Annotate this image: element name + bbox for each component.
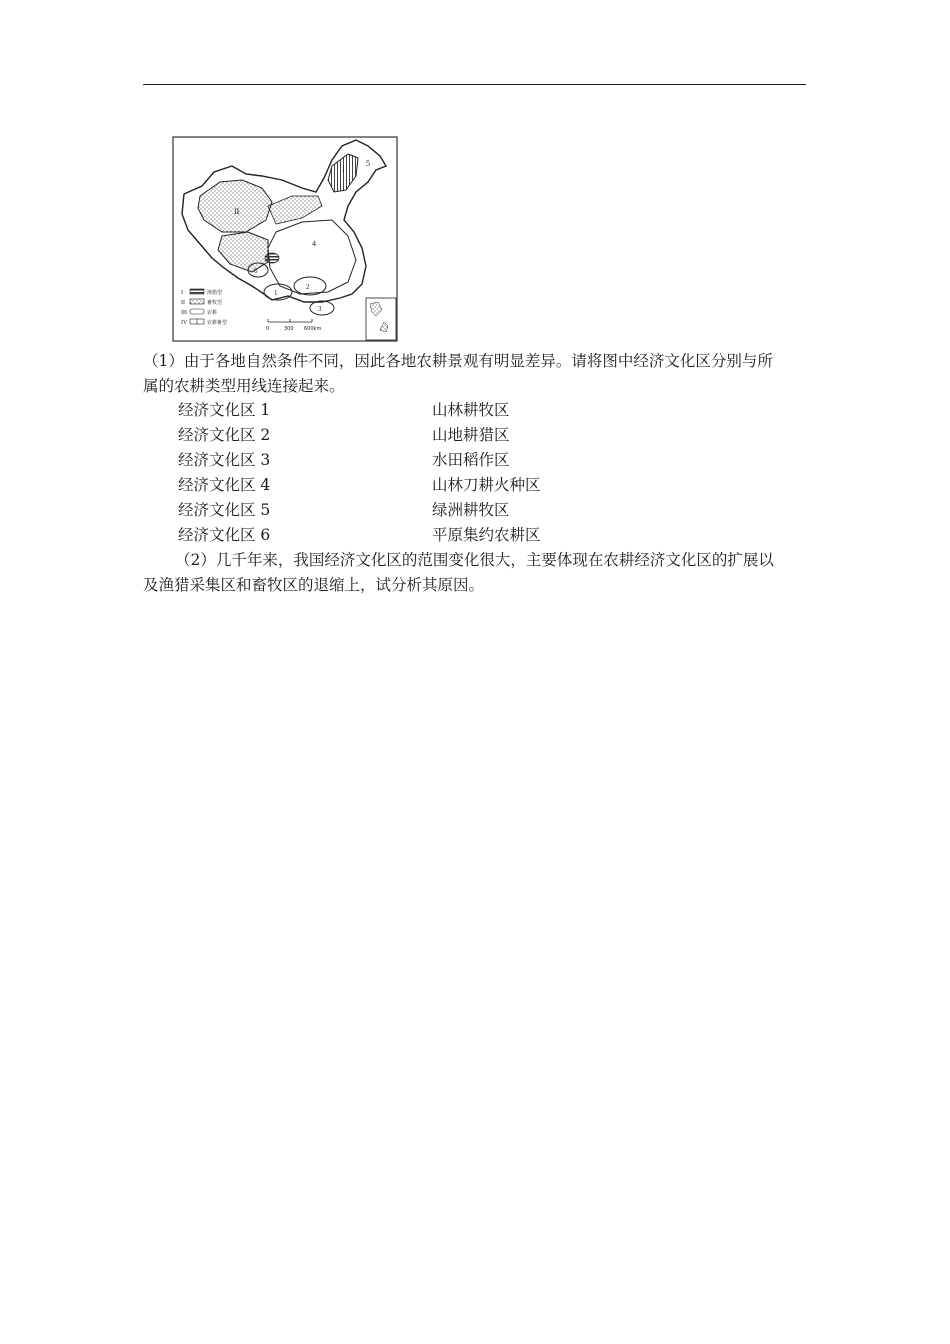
map-numeral-ii: II [234, 207, 240, 216]
china-economic-culture-map [172, 136, 400, 344]
svg-text:600km: 600km [304, 326, 322, 332]
farming-type-item: 平原集约农耕区 [432, 526, 541, 544]
regions-list [178, 398, 270, 548]
svg-text:农耕畜型: 农耕畜型 [207, 320, 228, 326]
svg-text:农耕: 农耕 [207, 310, 218, 316]
svg-text:300: 300 [284, 326, 294, 332]
map-numeral-3: 3 [318, 305, 322, 313]
question-1 [143, 349, 807, 399]
farming-type-item: 水田稻作区 [432, 451, 510, 469]
south-sea-inset [366, 298, 396, 340]
question-1-line-1: （1）由于各地自然条件不同，因此各地农耕景观有明显差异。请将图中经济文化区分别与所 [143, 352, 773, 370]
svg-text:I: I [181, 290, 183, 296]
farming-type-item: 山林耕牧区 [432, 401, 510, 419]
question-2-line-1: （2）几千年来，我国经济文化区的范围变化很大，主要体现在农耕经济文化区的扩展以 [175, 551, 774, 569]
map-numeral-6: 6 [254, 267, 258, 275]
map-numeral-4: 4 [312, 239, 316, 248]
svg-text:渔猎型: 渔猎型 [207, 290, 223, 296]
map-numeral-5: 5 [366, 159, 370, 168]
region-item: 经济文化区 1 [178, 401, 271, 419]
svg-text:II: II [181, 300, 185, 306]
svg-text:III: III [181, 310, 187, 316]
region-item: 经济文化区 2 [178, 426, 271, 444]
region-item: 经济文化区 6 [178, 526, 271, 544]
svg-text:畜牧型: 畜牧型 [207, 300, 223, 306]
farming-type-item: 绿洲耕牧区 [432, 501, 510, 519]
svg-text:IV: IV [181, 320, 188, 326]
region-item: 经济文化区 3 [178, 451, 271, 469]
map-numeral-2: 2 [306, 283, 310, 291]
farming-type-item: 山地耕猎区 [432, 426, 510, 444]
region-item: 经济文化区 4 [178, 476, 271, 494]
farming-type-item: 山林刀耕火种区 [432, 476, 541, 494]
question-2 [143, 548, 807, 598]
question-1-line-2: 属的农耕类型用线连接起来。 [143, 377, 345, 395]
map-numeral-1: 1 [274, 289, 278, 297]
question-2-line-2: 及渔猎采集区和畜牧区的退缩上，试分析其原因。 [143, 576, 485, 594]
svg-text:0: 0 [266, 326, 270, 332]
header-rule [143, 84, 806, 85]
farming-types-list [432, 398, 541, 548]
map-numeral-i: I [342, 165, 345, 174]
region-item: 经济文化区 5 [178, 501, 271, 519]
